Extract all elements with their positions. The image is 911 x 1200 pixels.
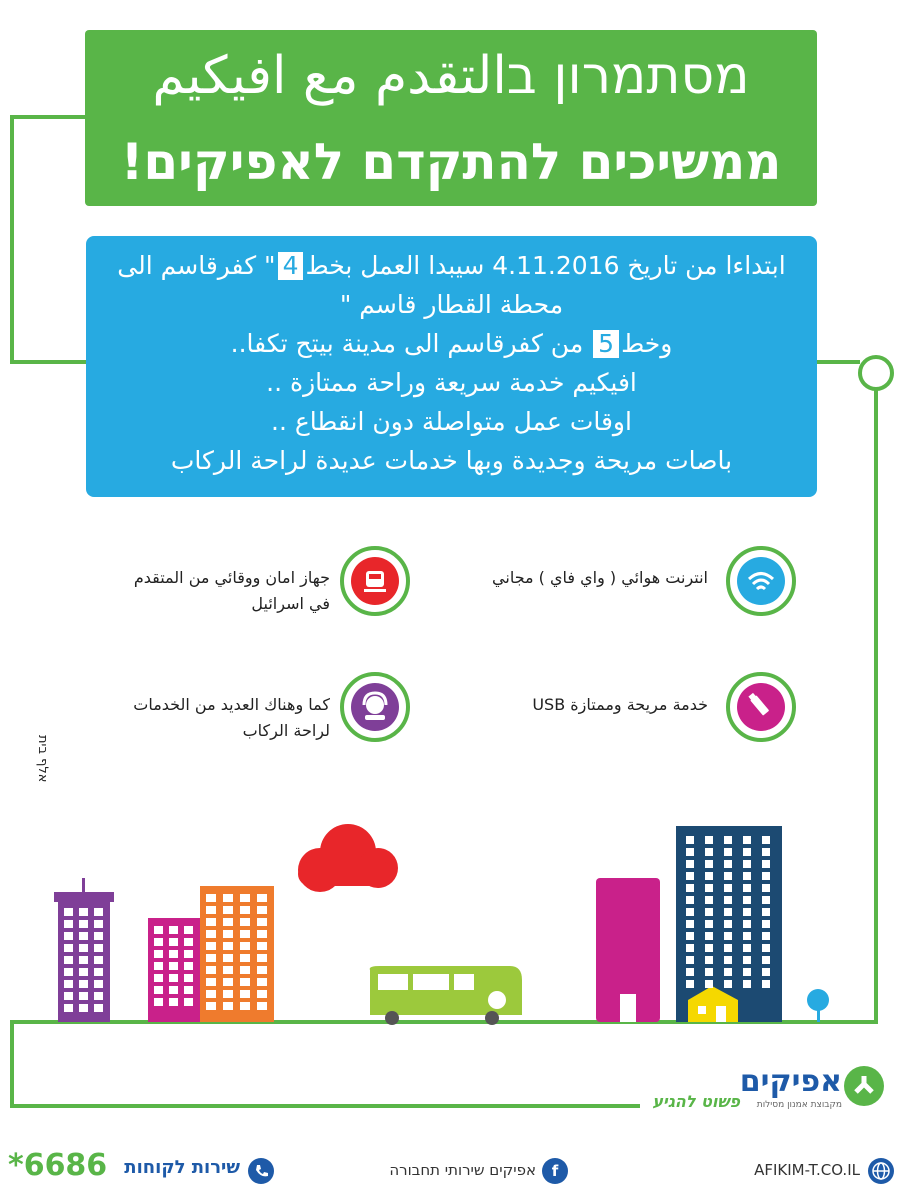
building-window [154, 926, 163, 934]
building-window [743, 860, 751, 868]
building-window [64, 1004, 73, 1012]
building-window [257, 966, 267, 974]
building-window [94, 956, 103, 964]
info-line-4: افيكيم خدمة سريعة وراحة ممتازة .. [266, 368, 637, 397]
cloud-icon [298, 824, 398, 892]
building-window [94, 908, 103, 916]
building-window [686, 836, 694, 844]
building-window [223, 894, 233, 902]
phone-link[interactable] [248, 1158, 274, 1184]
building-window [762, 848, 770, 856]
building-window [169, 974, 178, 982]
building-window [64, 956, 73, 964]
building-window [79, 944, 88, 952]
building-window [724, 932, 732, 940]
building-window [240, 1002, 250, 1010]
building-window [184, 962, 193, 970]
building-window [705, 944, 713, 952]
building-window [223, 1002, 233, 1010]
building-window [223, 930, 233, 938]
building-window [223, 918, 233, 926]
building-window [206, 906, 216, 914]
building-window [240, 906, 250, 914]
building-window [154, 950, 163, 958]
building-window [240, 942, 250, 950]
building-window [79, 1004, 88, 1012]
building-window [762, 884, 770, 892]
building-window [223, 954, 233, 962]
building-window [240, 918, 250, 926]
building-window [64, 932, 73, 940]
building-window [223, 942, 233, 950]
building-window [154, 974, 163, 982]
feature-safety-text [40, 565, 330, 617]
customer-service-number[interactable]: *6686 [8, 1148, 108, 1183]
building-window [169, 962, 178, 970]
building-window [184, 926, 193, 934]
building-window [94, 932, 103, 940]
building-window [240, 954, 250, 962]
facebook-text[interactable]: אפיקים שירותי תחבורה [389, 1161, 536, 1179]
building-window [724, 944, 732, 952]
building-window [206, 954, 216, 962]
line-number-badge-4: 4 [278, 252, 304, 280]
building-window [79, 956, 88, 964]
info-line-3-suffix: من كفرقاسم الى مدينة بيتح تكفا.. [230, 329, 584, 358]
info-line-1 [96, 246, 807, 285]
building-window [724, 848, 732, 856]
building-window [257, 1002, 267, 1010]
info-line-3-prefix: وخط [621, 329, 673, 358]
building-window [169, 950, 178, 958]
building-window [206, 1002, 216, 1010]
building-window [94, 992, 103, 1000]
building-window [64, 944, 73, 952]
building-window [762, 896, 770, 904]
building-window [705, 980, 713, 988]
building-window [686, 920, 694, 928]
facebook-icon: f [542, 1158, 568, 1184]
website-text[interactable]: AFIKIM-T.CO.IL [754, 1161, 860, 1179]
building-window [64, 920, 73, 928]
info-line-1-suffix: " كفرقاسم الى [117, 251, 276, 280]
building-window [686, 956, 694, 964]
building-window [724, 908, 732, 916]
building-window [762, 956, 770, 964]
building-window [724, 968, 732, 976]
feature-more-line2: لراحة الركاب [242, 721, 330, 740]
globe-icon [868, 1158, 894, 1184]
usb-icon [726, 672, 796, 742]
building-window [206, 966, 216, 974]
building-window [743, 872, 751, 880]
building-window [79, 992, 88, 1000]
afikim-logo-mark [844, 1066, 884, 1106]
building-window [169, 986, 178, 994]
building-window [223, 966, 233, 974]
building-window [686, 980, 694, 988]
wifi-icon [726, 546, 796, 616]
building-window [724, 872, 732, 880]
feature-safety-line2: في اسرائيل [251, 594, 330, 613]
building-window [79, 968, 88, 976]
building-window [64, 992, 73, 1000]
building-window [240, 894, 250, 902]
building-window [184, 986, 193, 994]
info-line-3 [96, 324, 807, 363]
building-window [743, 980, 751, 988]
building-window [705, 956, 713, 964]
building-window [154, 962, 163, 970]
building-window [79, 932, 88, 940]
building-window [705, 968, 713, 976]
building-window [762, 932, 770, 940]
building-window [257, 930, 267, 938]
building-window [64, 908, 73, 916]
building-window [762, 968, 770, 976]
line-number-badge-5: 5 [593, 330, 619, 358]
credit-text: אלף בית [35, 735, 50, 783]
building-window [94, 920, 103, 928]
building-window [743, 836, 751, 844]
building-window [686, 944, 694, 952]
building-window [240, 966, 250, 974]
building-window [223, 978, 233, 986]
building-window [94, 968, 103, 976]
building-window [762, 860, 770, 868]
feature-usb-text: خدمة مريحة وممتازة USB [532, 695, 708, 714]
building-window [184, 950, 193, 958]
building-window [724, 956, 732, 964]
building-window [743, 920, 751, 928]
facebook-link[interactable] [542, 1158, 568, 1184]
building-window [184, 974, 193, 982]
building-window [743, 896, 751, 904]
info-box [86, 236, 817, 497]
building-window [257, 990, 267, 998]
building-window [705, 836, 713, 844]
brand-name: אפיקים [739, 1064, 842, 1099]
building-window [705, 884, 713, 892]
building-window [223, 990, 233, 998]
header-title-line1: מסתמרון בالتقدم مع افيكيم [152, 46, 750, 106]
feature-more-line1: كما وهناك العديد من الخدمات [133, 695, 330, 714]
building-window [94, 1004, 103, 1012]
building-window [240, 990, 250, 998]
building-window [94, 944, 103, 952]
bus-safety-icon [340, 546, 410, 616]
building-window [762, 836, 770, 844]
building-window [206, 990, 216, 998]
building-window [686, 896, 694, 904]
support-agent-icon [340, 672, 410, 742]
building-window [154, 998, 163, 1006]
building-window [705, 848, 713, 856]
building-window [762, 908, 770, 916]
building-window [94, 980, 103, 988]
building-window [154, 986, 163, 994]
building-window [257, 894, 267, 902]
phone-icon [248, 1158, 274, 1184]
building-window [724, 884, 732, 892]
building-window [206, 918, 216, 926]
building-window [257, 918, 267, 926]
building-window [705, 860, 713, 868]
building-window [206, 978, 216, 986]
brand-tagline: מקבוצת אמנון מסילות [756, 1100, 842, 1110]
building-window [686, 860, 694, 868]
building-window [64, 968, 73, 976]
building-window [743, 884, 751, 892]
building-window [743, 848, 751, 856]
building-window [705, 932, 713, 940]
building-window [743, 944, 751, 952]
info-line-5: اوقات عمل متواصلة دون انقطاع .. [271, 407, 632, 436]
building-window [206, 930, 216, 938]
building-window [240, 930, 250, 938]
building-window [184, 998, 193, 1006]
website-link[interactable] [868, 1158, 894, 1184]
building-window [79, 920, 88, 928]
feature-wifi-text: انترنت هوائي ( واي فاي ) مجاني [492, 568, 708, 587]
building-window [743, 908, 751, 916]
info-line-2: محطة القطار قاسم " [339, 290, 564, 319]
building-window [724, 896, 732, 904]
building-window [762, 920, 770, 928]
building-window [743, 968, 751, 976]
building-window [724, 920, 732, 928]
building-window [762, 944, 770, 952]
building-window [257, 942, 267, 950]
building-window [64, 980, 73, 988]
building-window [724, 836, 732, 844]
info-line-6: باصات مريحة وجديدة وبها خدمات عديدة لراحة الركاب [170, 446, 733, 475]
building-window [686, 848, 694, 856]
building-window [169, 926, 178, 934]
building-window [154, 938, 163, 946]
building-window [79, 980, 88, 988]
afikim-logo [739, 1062, 892, 1118]
city-skyline-illustration [0, 800, 911, 1030]
building-window [79, 908, 88, 916]
building-window [184, 938, 193, 946]
feature-safety-line1: جهاز امان ووقائي من المتقدم [133, 568, 330, 587]
building-window [743, 932, 751, 940]
building-window [686, 968, 694, 976]
building-window [240, 978, 250, 986]
building-window [705, 896, 713, 904]
header-title-line2: ממשיכים להתקדם לאפיקים! [120, 133, 782, 191]
building-window [762, 872, 770, 880]
brand-slogan: פשוט להגיע [652, 1092, 740, 1111]
bus-icon [370, 966, 522, 1025]
building-window [724, 860, 732, 868]
building-window [686, 908, 694, 916]
building-window [206, 942, 216, 950]
building-window [169, 938, 178, 946]
building-window [686, 872, 694, 880]
building-window [705, 872, 713, 880]
building-window [257, 978, 267, 986]
building-window [206, 894, 216, 902]
building-window [686, 884, 694, 892]
building-window [705, 908, 713, 916]
building-window [705, 920, 713, 928]
feature-more-text [40, 692, 330, 744]
info-line-1-prefix: ابتداءا من تاريخ 4.11.2016 سيبدا العمل بخط [305, 251, 786, 280]
building-window [762, 980, 770, 988]
building-window [686, 932, 694, 940]
header-banner [85, 30, 817, 206]
building-window [257, 954, 267, 962]
building-window [223, 906, 233, 914]
building-window [724, 980, 732, 988]
building-window [743, 956, 751, 964]
building-window [169, 998, 178, 1006]
customer-service-label: שירות לקוחות [124, 1157, 240, 1178]
building-window [257, 906, 267, 914]
